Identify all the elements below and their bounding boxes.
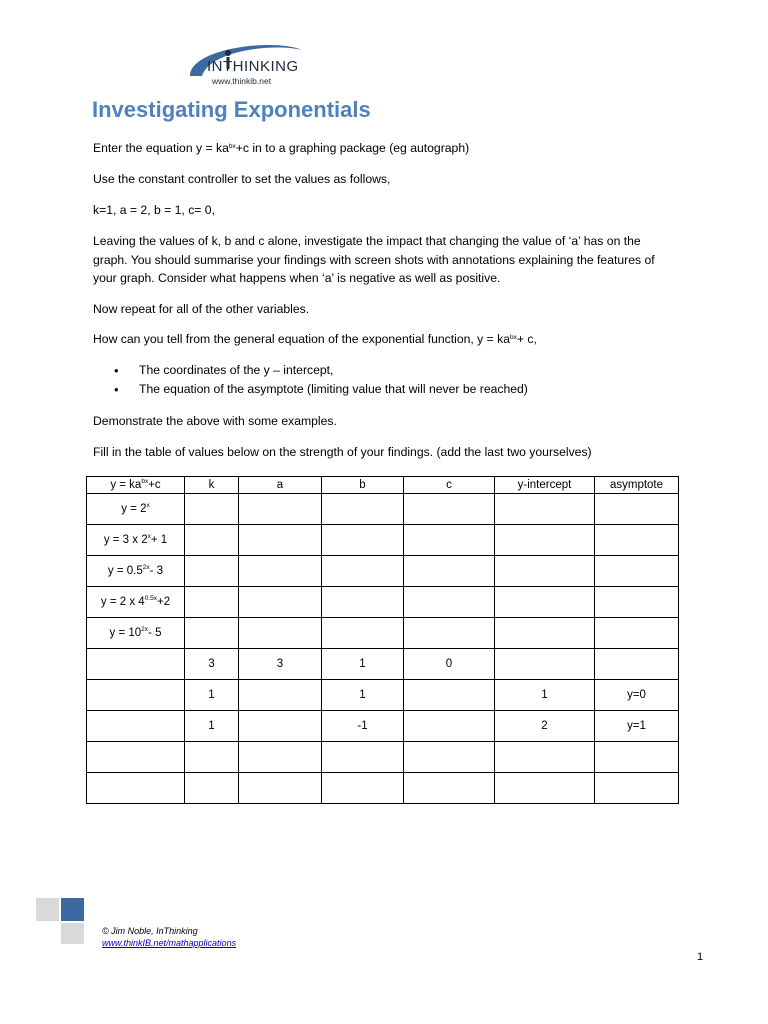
cell-asymptote[interactable] <box>595 494 679 525</box>
cell-c[interactable]: 0 <box>404 649 495 680</box>
cell-asymptote[interactable] <box>595 618 679 649</box>
cell-asymptote[interactable]: y=1 <box>595 711 679 742</box>
cell-a[interactable] <box>239 494 322 525</box>
instruction-investigate-a: Leaving the values of k, b and c alone, investigate the impact that changing the value of ‘a’ has on the graph. You should summarise your findings with screen shots with annotations explaining the features of your graph. Consider what happens when ‘a’ is negative as well as positive. <box>93 234 655 285</box>
cell-equation[interactable] <box>87 711 185 742</box>
instruction-demonstrate: Demonstrate the above with some examples. <box>93 414 337 428</box>
cell-y-intercept[interactable] <box>495 618 595 649</box>
footer-decor-square <box>36 898 59 921</box>
cell-equation[interactable]: $y = 10^{2x}-$ 5 <box>87 618 185 649</box>
cell-equation[interactable] <box>87 680 185 711</box>
cell-equation[interactable] <box>87 649 185 680</box>
table-row <box>87 773 679 804</box>
superscript: bx <box>228 143 236 150</box>
cell-b[interactable] <box>322 773 404 804</box>
cell-y-intercept[interactable] <box>495 494 595 525</box>
cell-b[interactable]: 1 <box>322 649 404 680</box>
cell-asymptote[interactable] <box>595 556 679 587</box>
footer-decor-square <box>61 898 84 921</box>
cell-c[interactable] <box>404 618 495 649</box>
cell-y-intercept[interactable] <box>495 773 595 804</box>
cell-b[interactable]: -1 <box>322 711 404 742</box>
page-title: Investigating Exponentials <box>92 97 371 122</box>
cell-b[interactable] <box>322 587 404 618</box>
text-part: How can you tell from the general equation of the exponential function, y = ka <box>93 332 511 346</box>
header-asymptote: asymptote <box>595 477 679 494</box>
cell-k[interactable] <box>185 494 239 525</box>
bullet-list <box>93 361 528 399</box>
cell-asymptote[interactable] <box>595 649 679 680</box>
cell-a[interactable] <box>239 711 322 742</box>
header-b: b <box>322 477 404 494</box>
cell-equation[interactable]: $y = 2^x$ <box>87 494 185 525</box>
table-row <box>87 556 679 587</box>
cell-asymptote[interactable] <box>595 525 679 556</box>
header-a: a <box>239 477 322 494</box>
cell-y-intercept[interactable] <box>495 556 595 587</box>
cell-asymptote[interactable] <box>595 773 679 804</box>
cell-k[interactable] <box>185 742 239 773</box>
cell-k[interactable] <box>185 556 239 587</box>
table-row <box>87 711 679 742</box>
table-row <box>87 742 679 773</box>
page-number: 1 <box>697 951 704 963</box>
values-table <box>86 476 679 804</box>
cell-b[interactable] <box>322 742 404 773</box>
cell-asymptote[interactable] <box>595 587 679 618</box>
table-header-row <box>87 477 679 494</box>
cell-c[interactable] <box>404 494 495 525</box>
instruction-enter-equation <box>93 139 663 158</box>
header-equation: $y = ka^{bx}+c$ <box>87 477 185 494</box>
cell-y-intercept[interactable] <box>495 587 595 618</box>
cell-a[interactable]: 3 <box>239 649 322 680</box>
table-row <box>87 587 679 618</box>
footer <box>102 925 236 949</box>
cell-y-intercept[interactable]: 1 <box>495 680 595 711</box>
cell-k[interactable]: 3 <box>185 649 239 680</box>
cell-a[interactable] <box>239 525 322 556</box>
cell-k[interactable]: 1 <box>185 680 239 711</box>
cell-b[interactable] <box>322 556 404 587</box>
cell-y-intercept[interactable] <box>495 525 595 556</box>
cell-k[interactable] <box>185 587 239 618</box>
cell-c[interactable] <box>404 742 495 773</box>
cell-k[interactable]: 1 <box>185 711 239 742</box>
bullet-item: • The equation of the asymptote (limiting value that will never be reached) <box>93 380 528 399</box>
question-general-equation <box>93 330 663 349</box>
cell-equation[interactable]: $y = 0.5^{2x}-$ 3 <box>87 556 185 587</box>
cell-c[interactable] <box>404 587 495 618</box>
cell-k[interactable] <box>185 525 239 556</box>
instruction-initial-values: k=1, a = 2, b = 1, c= 0, <box>93 203 215 217</box>
cell-c[interactable] <box>404 680 495 711</box>
table-row <box>87 649 679 680</box>
footer-credit: © Jim Noble, InThinking <box>102 926 198 936</box>
cell-asymptote[interactable] <box>595 742 679 773</box>
logo-url: www.thinkib.net <box>212 76 272 86</box>
table-row <box>87 680 679 711</box>
table-row <box>87 494 679 525</box>
cell-y-intercept[interactable] <box>495 742 595 773</box>
header-k: k <box>185 477 239 494</box>
superscript: bx <box>510 334 517 341</box>
table-row <box>87 525 679 556</box>
header-y-intercept: y-intercept <box>495 477 595 494</box>
table-row <box>87 618 679 649</box>
instruction-fill-table: Fill in the table of values below on the strength of your findings. (add the last two yourselves) <box>93 445 592 459</box>
cell-c[interactable] <box>404 711 495 742</box>
cell-a[interactable] <box>239 587 322 618</box>
text-part: + c, <box>516 332 537 346</box>
cell-asymptote[interactable]: y=0 <box>595 680 679 711</box>
cell-k[interactable] <box>185 618 239 649</box>
cell-b[interactable]: 1 <box>322 680 404 711</box>
instruction-constant-controller: Use the constant controller to set the values as follows, <box>93 172 391 186</box>
cell-k[interactable] <box>185 773 239 804</box>
cell-b[interactable] <box>322 494 404 525</box>
cell-a[interactable] <box>239 680 322 711</box>
cell-a[interactable] <box>239 742 322 773</box>
cell-b[interactable] <box>322 618 404 649</box>
header-c: c <box>404 477 495 494</box>
instruction-repeat: Now repeat for all of the other variables. <box>93 302 310 316</box>
footer-decor-square <box>61 923 84 944</box>
cell-equation[interactable]: y = 3 x $2^x+ 1$ <box>87 525 185 556</box>
cell-equation[interactable]: y = 2 x $4^{0.5x}+2$ <box>87 587 185 618</box>
cell-c[interactable] <box>404 525 495 556</box>
logo-text: INTHINKING <box>207 58 299 75</box>
cell-equation[interactable] <box>87 742 185 773</box>
cell-a[interactable] <box>239 556 322 587</box>
text-part: Enter the equation y = ka <box>93 141 229 155</box>
cell-y-intercept[interactable]: 2 <box>495 711 595 742</box>
cell-equation[interactable] <box>87 773 185 804</box>
cell-b[interactable] <box>322 525 404 556</box>
cell-a[interactable] <box>239 773 322 804</box>
cell-c[interactable] <box>404 556 495 587</box>
footer-link[interactable]: www.thinkIB.net/mathapplications <box>102 938 237 948</box>
bullet-item: • The coordinates of the y – intercept, <box>93 361 528 380</box>
cell-a[interactable] <box>239 618 322 649</box>
cell-y-intercept[interactable] <box>495 649 595 680</box>
cell-c[interactable] <box>404 773 495 804</box>
text-part: +c in to a graphing package (eg autograph) <box>235 141 470 155</box>
